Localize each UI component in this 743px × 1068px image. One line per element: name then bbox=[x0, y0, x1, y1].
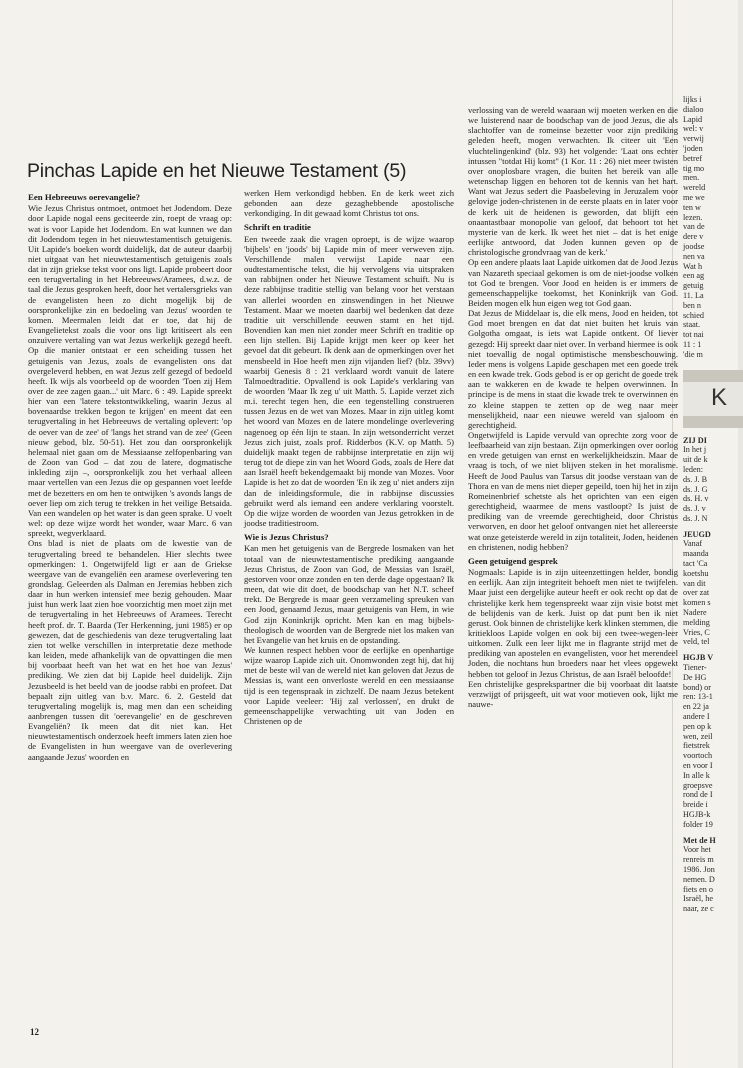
strip-line: Nadere bbox=[683, 608, 707, 618]
paragraph: Een christelijke gesprekspartner die bij voorbaat dit laatste verzwijgt of prijsgeeft, uit wat voor motieven ook, lijkt me nauwe- bbox=[468, 678, 678, 710]
strip-line: wereld bbox=[683, 183, 706, 193]
strip-line: In het j bbox=[683, 445, 707, 455]
strip-line: en voor I bbox=[683, 761, 713, 771]
strip-line: Vries, C bbox=[683, 627, 710, 637]
strip-line: betref bbox=[683, 153, 703, 163]
strip-line: dialoo bbox=[683, 104, 704, 114]
strip-line: ben n bbox=[683, 300, 701, 310]
strip-line: ds. J. v bbox=[683, 504, 706, 514]
strip-line: men. bbox=[683, 173, 700, 183]
strip-line: ten w bbox=[683, 202, 701, 212]
strip-line: koetshu bbox=[683, 568, 709, 578]
strip-line: verwij bbox=[683, 134, 704, 144]
page-number: 12 bbox=[30, 1027, 39, 1037]
strip-text-block bbox=[683, 845, 738, 914]
strip-line: veld, tel bbox=[683, 637, 710, 647]
strip-line: voortoch bbox=[683, 751, 713, 761]
strip-line: lezen. bbox=[683, 212, 703, 222]
strip-line: rond de I bbox=[683, 790, 713, 800]
paragraph: We kunnen respect hebben voor de eerlijke en openhartige wijze waarop Lapide zich uit. Onomwonden zegt hij, dat hij met de beste wil van de wereld niet kan geloven dat Jezus de Messias is, want een onverloste wereld en een messiaanse tijd is een tegenspraak in zichzelf. De naam Jezus betekent voor Lapide veeleer: 'Hij zal verlossen', en drukt de gemeenschappelijke verwachting uit van Joden en Christenen op de bbox=[244, 644, 454, 727]
strip-text-block bbox=[683, 445, 738, 523]
strip-line: wen, zeil bbox=[683, 731, 713, 741]
strip-heading: Met de H bbox=[683, 835, 716, 845]
strip-line: 11. La bbox=[683, 290, 704, 300]
section-heading: Geen getuigend gesprek bbox=[468, 555, 558, 566]
strip-line: Vanaf bbox=[683, 539, 703, 549]
strip-line: leden: bbox=[683, 464, 704, 474]
strip-line: andere I bbox=[683, 712, 710, 722]
strip-line: 11 : 1 bbox=[683, 339, 702, 349]
strip-box-letter: K bbox=[711, 383, 728, 411]
strip-heading: ZIJ DI bbox=[683, 435, 707, 445]
strip-line: ds. J. G bbox=[683, 484, 708, 494]
strip-line: ren: 13-1 bbox=[683, 692, 713, 702]
strip-line: tig mo bbox=[683, 163, 705, 173]
strip-line: en 22 ja bbox=[683, 702, 709, 712]
strip-heading: HGJB V bbox=[683, 653, 714, 663]
strip-box bbox=[683, 370, 743, 428]
paragraph: Een tweede zaak die vragen oproept, is de wijze waarop 'bijbels' en 'joods' bij Lapide min of meer verweven zijn. Verschillende malen verwijst Lapide naar een oudtestamentische tekst, die hij vervolgens via uitspraken van rabbijnen onder het Nieuwe Testament schuift. Nu is deze rabbijnse traditie stellig van belang voor het verstaan van allerlei woorden en zinswendingen in het Nieuwe Testament. Maar we moeten daarbij wel bedenken dat deze traditie uit verschillende eeuwen stamt en het tijd. Bovendien kan men niet zonder meer Schrift en traditie op een lijn stellen. Bij Lapide krijgt men keer op keer het gevoel dat dit gebeurt. Ik denk aan de opmerkingen over het mensbeeld in Hoe heeft men zijn vijanden lief? (blz. 39vv) waarbij Genesis 8 : 21 verklaard wordt vanuit de latere Talmoedtraditie. Opvallend is ook Lapide's verklaring van de woorden 'Maar Ik zeg u' uit Matth. 5. Lapide verzet zich m.i. terecht tegen hen, die een tegenstelling construeren tussen Jezus en de wet van Mozes. Maar in zijn uitleg komt het woord van Mozes en de latere mondelinge overlevering nagenoeg op één lijn te staan. In zijn wetsonderricht verzet Jezus zich juist, zoals prof. Ridderbos (K.V. op Matth. 5) duidelijk maakt tegen de rabbijnse interpretatie en zijn wij terug tot de diepe zin van het Woord Gods, zoals de Here dat aan Israël heeft bekendgemaakt bij monde van Mozes. Voor Lapide is het zo dat de woorden 'En ik zeg u' niet anders zijn dan de inleidingsformule, die in rabbijnse discussies gebruikt werd als iemand een andere verklaring voorstelt. Op die wijze worden de woorden van Jezus getrokken in de joodse traditiestroom. bbox=[244, 233, 454, 529]
strip-line: folder 19 bbox=[683, 819, 713, 829]
strip-line: van dit bbox=[683, 578, 706, 588]
strip-line: nen va bbox=[683, 251, 705, 261]
strip-text-block bbox=[683, 95, 738, 360]
strip-line: maanda bbox=[683, 549, 709, 559]
strip-line: tot nai bbox=[683, 330, 704, 340]
adjacent-page-strip bbox=[683, 95, 738, 914]
strip-text-block bbox=[683, 663, 738, 830]
strip-line: Israël, he bbox=[683, 894, 714, 904]
strip-line: ds. H. v bbox=[683, 494, 709, 504]
strip-line: lijks i bbox=[683, 95, 702, 104]
strip-line: groepsve bbox=[683, 780, 713, 790]
strip-line: pen op k bbox=[683, 721, 712, 731]
strip-line: naar, ze c bbox=[683, 904, 714, 914]
strip-line: HGJB-k bbox=[683, 810, 711, 819]
strip-line: bond) or bbox=[683, 682, 711, 692]
strip-line: schied bbox=[683, 310, 704, 320]
section-heading: Schrift en traditie bbox=[244, 222, 311, 233]
strip-line: renreis m bbox=[683, 855, 714, 865]
article-title: Pinchas Lapide en het Nieuwe Testament (5) bbox=[27, 160, 407, 182]
strip-line: ds. J. B bbox=[683, 474, 708, 484]
strip-line: uit de k bbox=[683, 455, 708, 465]
column-3 bbox=[468, 105, 678, 709]
strip-line: 'die m bbox=[683, 349, 703, 359]
strip-line: fiets en o bbox=[683, 884, 714, 894]
strip-text-block bbox=[683, 539, 738, 647]
strip-line: joodse bbox=[683, 241, 705, 251]
paragraph: verlossing van de wereld waaraan wij moeten werken en die we luisterend naar de boodschap van de jood Jezus, die als slachtoffer van de romeinse bezetter voor zijn prediking geleden heeft, mogen verwachten. Ik citeer uit 'Een vluchtelingenkind' (blz. 93) het volgende: 'Laat ons echter intussen "totdat Hij komt" (1 Kor. 11 : 26) niet meer twisten over onoplosbare vragen, die buiten het bereik van alle wetenschap liggen en behoren tot de kennis van het hart. Want wat Jezus sedert die Paasbeleving in Jeruzalem voor gelovige joden-christenen in de eerste plaats en in later voor de kerk uit de heidenen is geworden, dat blijft een onaantastbaar monopolie van geloof, dat behoort tot het mysterie van de kerk. Ik weet het niet – dat is het enige eerlijke antwoord, dat Joden kunnen geven op de christologische grondvraag van de kerk.' bbox=[468, 105, 678, 258]
strip-line: melding bbox=[683, 617, 710, 627]
paragraph: Nogmaals: Lapide is in zijn uiteenzettingen helder, bondig en eerlijk. Aan zijn integriteit behoeft men niet te twijfelen. Maar juist een dergelijke auteur heeft er ook recht op dat de christelijke kerk hem tegenspreekt waar zijn visie botst met de belijdenis van de kerk. Juist op dat punt ben ik niet gerust. Ook binnen de christelijke kerk klinken stemmen, die kritiekloos Lapide volgen en ook bij een twee-wegen-leer uitkomen. Zulk een leer lijkt me in flagrante strijd met de prediking van apostelen en evangelisten, voor het merendeel Joden, die nochtans hun broeders naar het vlees opgewekt hebben tot geloof in Jezus Christus, de aan Israël beloofde! bbox=[468, 567, 678, 679]
strip-line: over zat bbox=[683, 588, 710, 598]
section-heading: Een Hebreeuws oerevangelie? bbox=[28, 192, 141, 202]
strip-line: ds. J. N bbox=[683, 513, 708, 523]
strip-line: De HG bbox=[683, 672, 707, 682]
strip-line: fietstrek bbox=[683, 741, 710, 751]
strip-line: getuig bbox=[683, 281, 704, 291]
strip-line: tact 'Ca bbox=[683, 559, 708, 569]
strip-line: 'joden bbox=[683, 143, 703, 153]
strip-line: staat. bbox=[683, 320, 701, 330]
strip-line: nemen. D bbox=[683, 874, 715, 884]
strip-line: dere v bbox=[683, 232, 704, 242]
strip-line: Voor het bbox=[683, 845, 711, 855]
paragraph: Kan men het getuigenis van de Bergrede losmaken van het totaal van de nieuwtestamentische prediking aangaande Jezus Christus, de Zoon van God, de Messias van Israël, gestorven voor onze zonden en ten derde dage opgestaan? Ik meen, dat wie dit doet, de boodschap van het N.T. scheef trekt. De Bergrede is maar geen verzameling spreuken van een Jood, genaamd Jezus, maar getuigenis van Hem, in wie God zijn Koninkrijk opricht. Men kan en mag bijbels- theologisch de woorden van de Bergrede niet los maken van het Evangelie van het kruis en de opstanding. bbox=[244, 543, 454, 645]
paragraph: Ongetwijfeld is Lapide vervuld van oprechte zorg voor de leefbaarheid van zijn bestaan. Zijn opmerkingen over oorlog en vrede getuigen van ernst en werkelijkheidszin. Maar de vraag is toch, of we niet blijven steken in het moralisme. Heeft de Jood Paulus van Tarsus dit joodse verstaan van de Thora en van de mens niet dieper gepeild, toen hij het in zijn Romeinenbrief schetste als het oprichten van een eigen gerechtigheid, waarmee de mens vastloopt? Is juist de prediking van de vreemde gerechtigheid, door Christus verworven, en door het geloof ontvangen niet het allereerste wat onze geteisterde wereld in zijn totaliteit, Joden, heidenen en christenen, nodig hebben? bbox=[468, 430, 678, 552]
strip-line: Tiener- bbox=[683, 663, 707, 673]
paragraph: Wie Jezus Christus ontmoet, ontmoet het Jodendom. Deze door Lapide nogal eens geciteerde zin, roept de vraag op: wat is voor Lapide het Jodendom. En wat kunnen we dan dit Jodendom tegen in het nieuwtestamentisch getuigenis. Uit Lapide's boeken wordt duidelijk, dat de auteur daarbij niet uitgaat van het nieuwtestamentisch getuigenis zoals dat in zijn griekse tekst voor ons ligt. Lapide probeert door een terugvertaling in het Hebreeuws/Aramees, d.w.z. de taal die Jezus gesproken heeft, door het vertalersgrieks van de evangelisten heen zo dicht mogelijk bij de oorspronkelijke zin en bedoeling van Jezus' woorden te komen. Meermalen leidt dat er toe, dat hij de Evangelietekst zoals die voor ons ligt kritiseert als een onzuivere vertaling van wat Jezus werkelijk gezegd heeft. Op die manier ontstaat er een scheiding tussen het getuigenis van Jezus, zoals de evangelisten ons dat overgeleverd hebben, en wat Jezus zelf gezegd of bedoeld heeft. Ik wijs als voorbeeld op de woorden 'Toen zij Hem over de zee zagen gaan...' uit Marc. 6 : 49. Lapide spreekt hier van een 'latere tekstontwikkeling, waarin Jezus al bovenaardse trekken begon te krijgen' en meent dat een terugvertaling in het Hebreeuws de vertaling oplevert: 'op de oever van de zee' of 'langs het strand van de zee' (Geen nieuw gebod, blz. 50-51). Het zou dan oorspronkelijk helemaal niet gaan om de Messiaanse zelfopenbaring van de Zoon van God – dat zou de latere, dogmatische inkleding zijn –, oorspronkelijk zou het verhaal alleen maar vertellen van een Jezus die op gespannen voet leefde met de bezetters en om hen te ontwijken 's avonds langs de oever liep om zich terug te trekken in het veilige Betsaida. Van een wandelen op het water is dan geen sprake. U voelt wel: op deze wijze wordt het wonder, waar Marc. 6 van spreekt, wegverklaard. bbox=[28, 203, 232, 539]
strip-line: Wat h bbox=[683, 261, 703, 271]
paragraph: Dat Jezus de Middelaar is, die elk mens, Jood en heiden, tot God moet brengen en dat dat niet buiten het kruis van Golgotha omgaat, is iets wat Lapide ontkent. Of liever gezegd: Hij spreekt daar niet over. In verband hiermee is ook niet toevallig de nogal optimistische mensbeschouwing. Ieder mens is volgens Lapide geschapen met een goede trek en een kwade trek. Gods gebod is er op gericht de goede trek aan te wakkeren en de kwade te helpen overwinnen. In principe is de mens in staat die kwade trek te overwinnen en zo kleine stappen te zetten op de weg naar meer menselijkheid, naar een nieuwe wereld van sjaloom en gerechtigheid. bbox=[468, 308, 678, 430]
column-2 bbox=[244, 188, 454, 726]
column-1 bbox=[28, 188, 232, 762]
strip-line: Lapid bbox=[683, 114, 703, 124]
strip-line: me we bbox=[683, 192, 705, 202]
strip-line: In alle k bbox=[683, 770, 710, 780]
strip-line: komen s bbox=[683, 598, 711, 608]
strip-line: 1986. Jon bbox=[683, 864, 715, 874]
strip-line: breide i bbox=[683, 800, 708, 810]
strip-line: een ag bbox=[683, 271, 705, 281]
strip-line: van de bbox=[683, 222, 705, 232]
strip-heading: JEUGD bbox=[683, 529, 711, 539]
paragraph: werken Hem verkondigd hebben. En de kerk weet zich gebonden aan deze gezaghebbende apostolische verkondiging. In dit gewaad komt Christus tot ons. bbox=[244, 188, 454, 219]
paragraph: Op een andere plaats laat Lapide uitkomen dat de Jood Jezus van Nazareth speciaal gekomen is om de niet-joodse volken tot God te brengen. Voor Jood en heiden is er immers de gemeenschappelijke toekomst, het Koninkrijk van God. Beiden mogen elk hun eigen weg tot God gaan. bbox=[468, 257, 678, 308]
paragraph: Ons blad is niet de plaats om de kwestie van de terugvertaling breed te behandelen. Hier slechts twee opmerkingen: 1. Ongetwijfeld ligt er aan de Griekse weergave van de evangeliën een aramese overlevering ten grondslag. Geleerden als Dalman en Jeremias hebben zich daar in hun werken intensief mee bezig gehouden. Maar juist hun werk laat zien hoe voorzichtig men moet zijn met de terugvertaling in het Hebreeuws of Aramees. Terecht heeft prof. dr. T. Baarda (Ter Herkenning, juni 1985) er op gewezen, dat de geschiedenis van deze terugvertaling laat zien tot welke verschillen in interpretatie deze methode kan leiden, mede afhankelijk van de opvattingen die men bij voorbaat heeft van het wat en het hoe van Jezus' prediking. We zien dat bij Lapide heel duidelijk. Zijn Jezusbeeld is het beeld van de joodse rabbi en profeet. Dat bepaalt zijn uitleg van b.v. Marc. 6. 2. Gesteld dat terugvertaling mogelijk is, mag men dan een scheiding aanbrengen tussen dit 'oerevangelie' en de geschreven Evangeliën? Ik meen dat dit niet kan. Het nieuwtestamentisch onderzoek heeft immers laten zien hoe de Evangelisten in hun weergave van de overlevering aangaande Jezus' woorden en bbox=[28, 538, 232, 762]
section-heading: Wie is Jezus Christus? bbox=[244, 532, 329, 543]
strip-line: wel: v bbox=[683, 124, 704, 134]
